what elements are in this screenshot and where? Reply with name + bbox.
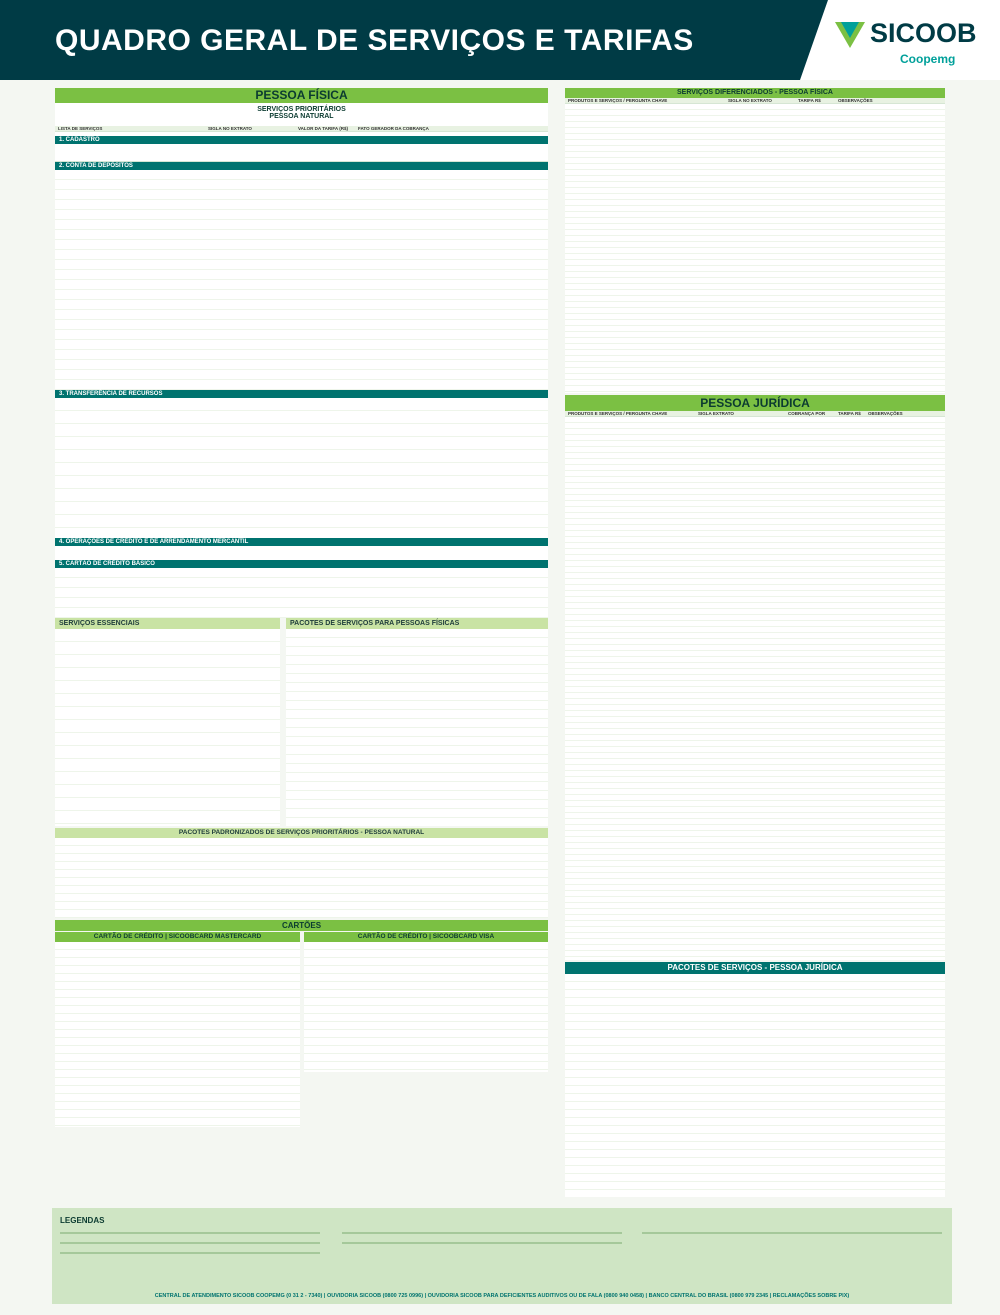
visa-title: CARTÃO DE CRÉDITO | SICOOBCARD VISA (304, 932, 548, 942)
pacotes-pj-panel (565, 962, 945, 1197)
pacotes-pj-title: PACOTES DE SERVIÇOS - PESSOA JURÍDICA (565, 962, 945, 974)
page-header (0, 0, 1000, 80)
dif-col-produto: PRODUTOS E SERVIÇOS / PERGUNTA CHAVE (568, 98, 668, 103)
section-cadastro: 1. CADASTRO (55, 136, 548, 144)
pj-col-cobranca: COBRANÇA POR (788, 411, 826, 416)
pj-col-produto: PRODUTOS E SERVIÇOS / PERGUNTA CHAVE (568, 411, 668, 416)
servicos-essenciais-title: SERVIÇOS ESSENCIAIS (55, 618, 280, 629)
page-title: QUADRO GERAL DE SERVIÇOS E TARIFAS (55, 24, 694, 57)
footer-legend (52, 1208, 952, 1304)
mastercard-panel (55, 932, 300, 1127)
legend-title: LEGENDAS (60, 1216, 105, 1225)
col-lista: LISTA DE SERVIÇOS (58, 126, 103, 131)
pessoa-juridica-panel (565, 395, 945, 960)
col-valor: VALOR DA TARIFA (R$) (298, 126, 348, 131)
section-conta: 2. CONTA DE DEPÓSITOS (55, 162, 548, 170)
servicos-essenciais-panel (55, 618, 280, 826)
mastercard-title: CARTÃO DE CRÉDITO | SICOOBCARD MASTERCARD (55, 932, 300, 942)
servicos-diferenciados-title: SERVIÇOS DIFERENCIADOS - PESSOA FÍSICA (565, 88, 945, 98)
col-fato: FATO GERADOR DA COBRANÇA (358, 126, 429, 131)
section-transferencia: 3. TRANSFERÊNCIA DE RECURSOS (55, 390, 548, 398)
brand-subname: Coopemg (900, 52, 956, 66)
pj-col-obs: OBSERVAÇÕES (868, 411, 903, 416)
pacotes-padronizados-panel (55, 828, 548, 918)
pacotes-padronizados-title: PACOTES PADRONIZADOS DE SERVIÇOS PRIORITÁRIOS - PESSOA NATURAL (55, 828, 548, 838)
visa-panel (304, 932, 548, 1072)
pessoa-fisica-panel (55, 88, 548, 618)
brand-name: SICOOB (870, 18, 977, 48)
pacotes-pf-panel (286, 618, 548, 826)
col-sigla: SIGLA NO EXTRATO (208, 126, 252, 131)
section-cartao: 5. CARTÃO DE CRÉDITO BÁSICO (55, 560, 548, 568)
cartoes-title: CARTÕES (55, 920, 548, 931)
section-credito: 4. OPERAÇÕES DE CRÉDITO E DE ARRENDAMENTO MERCANTIL (55, 538, 548, 546)
servicos-diferenciados-panel (565, 88, 945, 393)
sicoob-logo-icon (835, 18, 865, 50)
dif-col-sigla: SIGLA NO EXTRATO (728, 98, 772, 103)
pessoa-fisica-title: PESSOA FÍSICA (55, 88, 548, 103)
pacotes-pf-title: PACOTES DE SERVIÇOS PARA PESSOAS FÍSICAS (286, 618, 548, 629)
dif-col-tarifa: TARIFA R$ (798, 98, 821, 103)
pj-col-sigla: SIGLA EXTRATO (698, 411, 734, 416)
pessoa-natural-label: PESSOA NATURAL (269, 113, 334, 120)
pj-col-tarifa: TARIFA R$ (838, 411, 861, 416)
servicos-prioritarios-label: SERVIÇOS PRIORITÁRIOS (257, 106, 346, 113)
column-headers (55, 126, 548, 132)
dif-col-obs: OBSERVAÇÕES (838, 98, 873, 103)
pessoa-juridica-title: PESSOA JURÍDICA (565, 395, 945, 411)
footer-contacts: CENTRAL DE ATENDIMENTO SICOOB COOPEMG (0 31 2 - 7340) | OUVIDORIA SICOOB (0800 725 0996) | OUVIDORIA SICOOB PARA DEFICIENTES AUDITIVOS OU DE FALA (0800 940 0458) | BANCO CENTRAL DO BRASIL (0800 979 2345 | RECLAMAÇÕES SOBRE PIX) (154, 1293, 850, 1299)
